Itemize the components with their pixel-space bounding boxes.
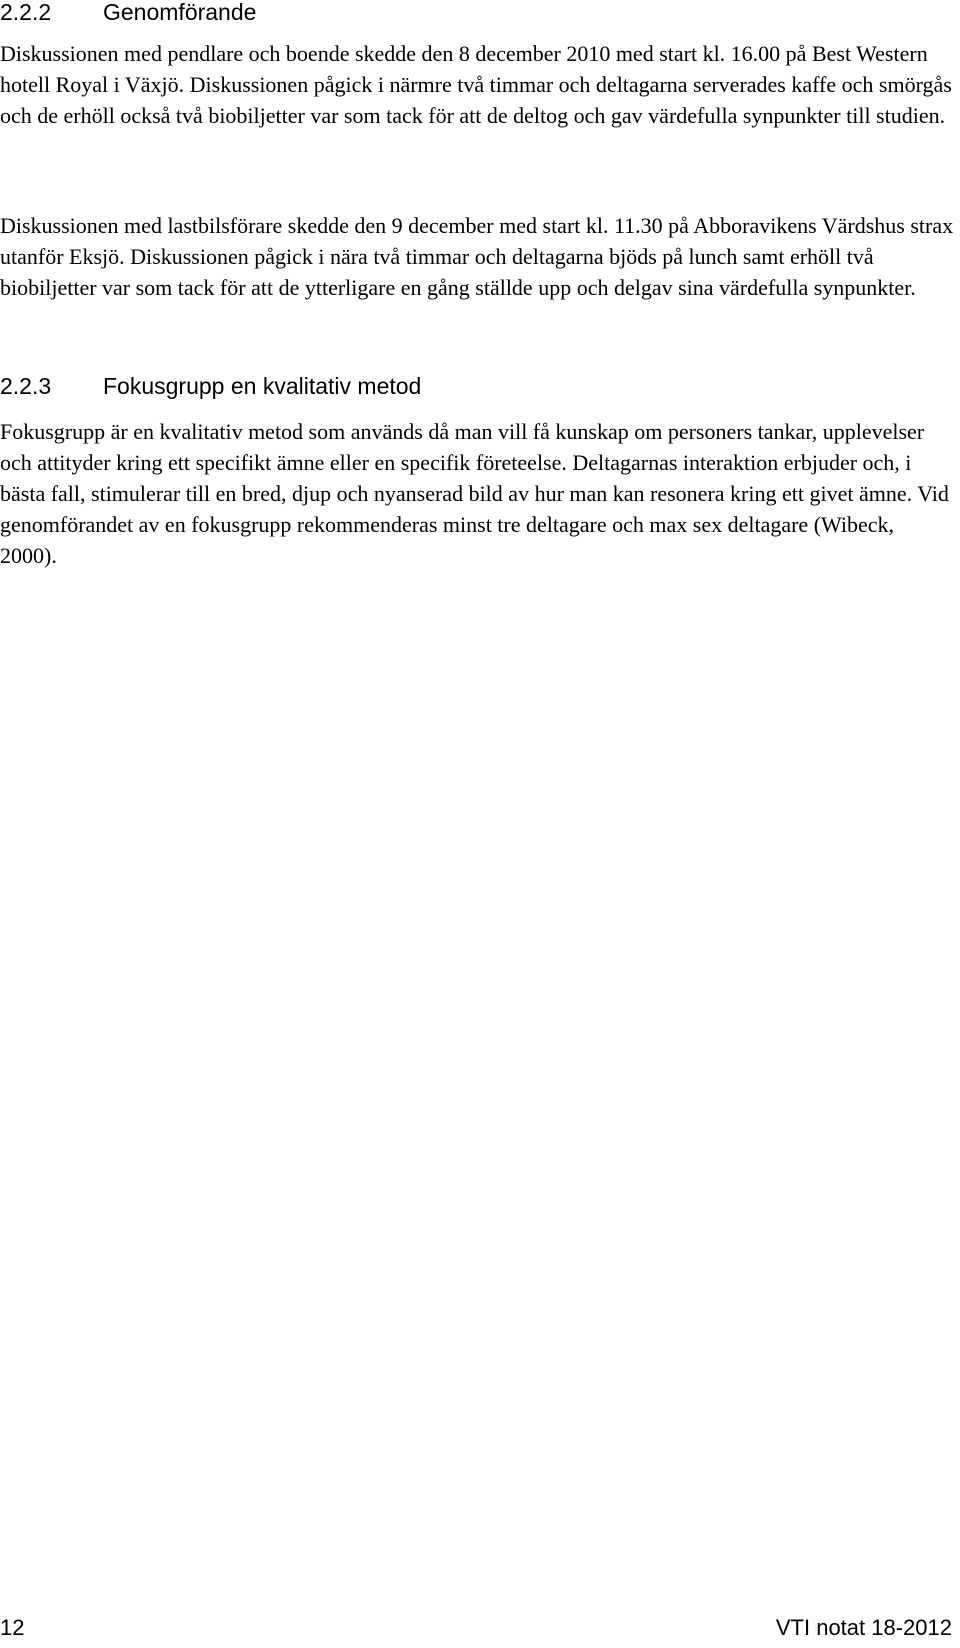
publication-id: VTI notat 18-2012 xyxy=(775,1615,952,1640)
page-number: 12 xyxy=(0,1615,25,1640)
section-heading-2-2-3 xyxy=(0,371,421,401)
section-heading-2-2-2 xyxy=(0,0,256,27)
section-title: Fokusgrupp en kvalitativ metod xyxy=(103,373,422,399)
section-number: 2.2.2 xyxy=(0,0,52,25)
paragraph-lastbilsforare-discussion: Diskussionen med lastbilsförare skedde den 9 december med start kl. 11.30 på Abboravikens Värdshus strax utanför Eksjö. Diskussionen pågick i nära två timmar och deltagarna bjöds på lunch samt erhöll två biobiljetter var som tack för att de ytterligare en gång ställde upp och delgav sina värdefulla synpunkter. xyxy=(0,213,954,300)
section-title: Genomförande xyxy=(103,0,257,25)
paragraph-pendlare-discussion: Diskussionen med pendlare och boende skedde den 8 december 2010 med start kl. 16.00 på Best Western hotell Royal i Växjö. Diskussionen pågick i närmre två timmar och deltagarna serverades kaffe och smörgås och de erhöll också två biobiljetter var som tack för att de deltog och gav värdefulla synpunkter till studien. xyxy=(0,41,952,128)
section-number: 2.2.3 xyxy=(0,373,52,399)
paragraph-fokusgrupp-method: Fokusgrupp är en kvalitativ metod som används då man vill få kunskap om personers tankar, upplevelser och attityder kring ett specifikt ämne eller en specifik företeelse. Deltagarnas interaktion erbjuder och, i bästa fall, stimulerar till en bred, djup och nyanserad bild av hur man kan resonera kring ett givet ämne. Vid genomförandet av en fokusgrupp rekommenderas minst tre deltagare och max sex deltagare (Wibeck, 2000). xyxy=(0,419,949,568)
